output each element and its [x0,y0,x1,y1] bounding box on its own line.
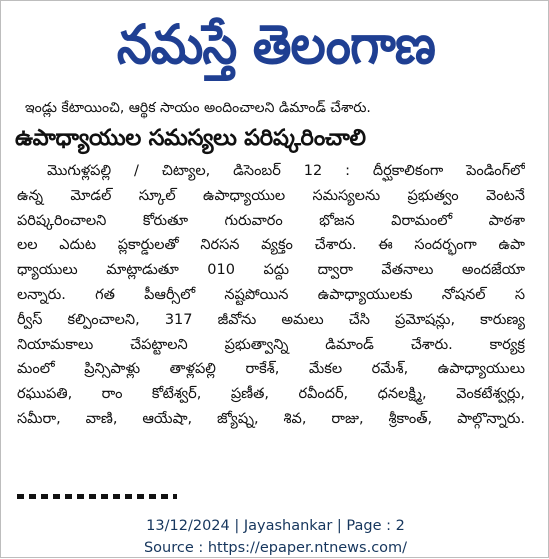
article-line: ధ్యాయులు మాట్లాడుతూ 010 పద్దు ద్వారా వేతనాలు అందజేయా [17,262,525,279]
previous-article-tail: ఇండ్లు కేటాయించి, ఆర్థిక సాయం అందించాలని డిమాండ్ చేశారు. [25,100,371,116]
article-headline: ఉపాధ్యాయుల సమస్యలు పరిష్కరించాలి [15,125,366,151]
article-line: రఘుపతి, రాం కోటేశ్వర్, ప్రణీత, రవీందర్, ధనలక్ష్మి, వెంకటేశ్వర్లు, [17,386,525,403]
masthead-title: నమస్తే తెలంగాణ [116,13,436,76]
article-line: ఉన్న మోడల్ స్కూల్ ఉపాధ్యాయుల సమస్యలను ప్రభుత్వం వెంటనే [17,187,525,204]
news-clipping [9,97,529,499]
article-line: సమీరా, వాణి, ఆయేషా, జ్యోష్న, శివ, రాజు, శ్రీకాంత్, పాల్గొన్నారు. [17,410,525,427]
source-line: Source : https://epaper.ntnews.com/ [143,540,408,556]
article-line: లల ఎదుట ప్లకార్డులతో నిరసన వ్యక్తం చేశారు. ఈ సందర్భంగా ఉపా [17,237,525,254]
article-line: మొగుళ్లపల్లి / చిట్యాల, డిసెంబర్ 12 : దీర్ఘకాలికంగా పెండింగ్‌లో [47,163,525,179]
article-line: పరిష్కరించాలని కోరుతూ గురువారం భోజన విరామంలో పాఠశా [17,212,525,229]
cut-text-fragment [17,494,177,499]
article-line: మంలో ప్రిన్సిపాళ్లు తాళ్లపల్లి రాకేశ్, మేకల రమేశ్, ఉపాధ్యాయులు [17,361,525,378]
article-body [17,159,525,432]
newspaper-masthead [61,9,491,81]
clipping-footer [1,515,549,559]
article-line: నియామకాలు చేపట్టాలని ప్రభుత్వాన్ని డిమాండ్ చేశారు. కార్యక్ర [17,336,525,353]
article-line: లన్నారు. గత పీఆర్సీలో నష్టపోయిన ఉపాధ్యాయులకు నోషనల్ స [17,286,525,303]
edition-date-line: 13/12/2024 | Jayashankar | Page : 2 [146,518,405,534]
clipping-cut-edge [17,491,525,499]
article-line: ర్వీస్ కల్పించాలని, 317 జీవోను అమలు చేసి ప్రమోషన్లు, కారుణ్య [17,311,525,328]
